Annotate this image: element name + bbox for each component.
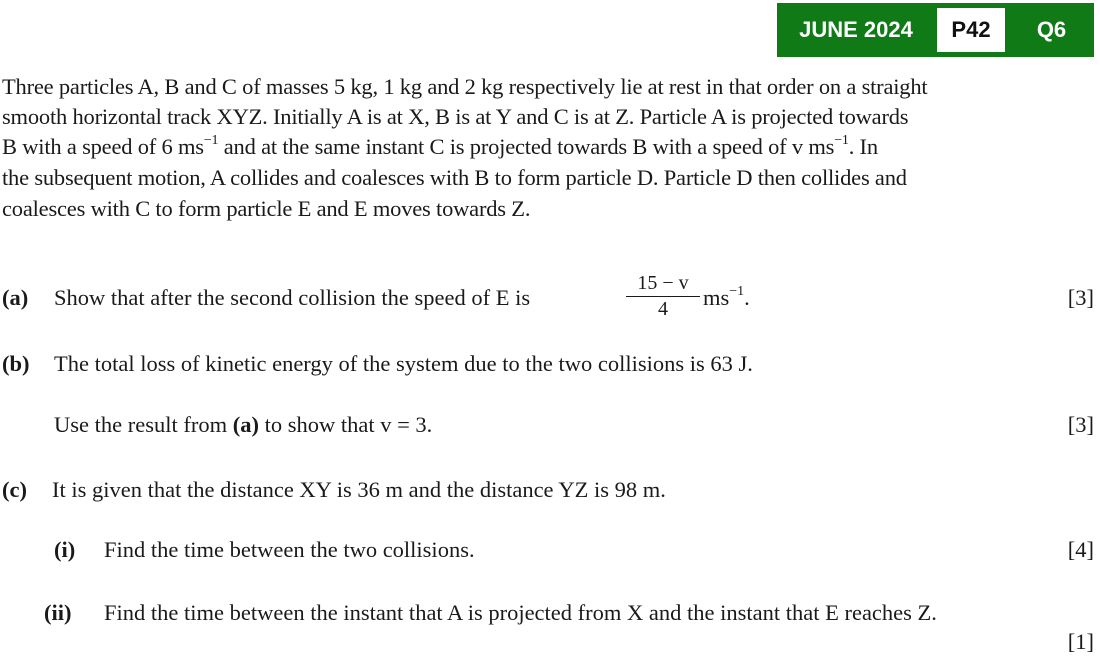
part-b-instruction [54,412,432,438]
part-a-text: Show that after the second collision the speed of E is [54,285,531,310]
stem-line-1: Three particles A, B and C of masses 5 kg, 1 kg and 2 kg respectively lie at rest in that order on a straight [2,74,928,99]
stem-line-3-middle: and at the same instant C is projected towards B with a speed of v ms [218,134,835,159]
part-c-text: It is given that the distance XY is 36 m and the distance YZ is 98 m. [52,477,666,502]
part-b-instruction-start: Use the result from [54,412,228,437]
question-badge [777,3,1094,57]
fraction-bar [626,296,700,297]
part-b-text: The total loss of kinetic energy of the system due to the two collisions is 63 J. [54,351,753,376]
part-c-ii-text: Find the time between the instant that A is projected from X and the instant that E reaches Z. [104,600,937,625]
unit-period: . [744,285,750,310]
paper-code-label: P42 [937,8,1005,52]
part-a-unit [703,285,750,311]
unit-exponent: −1 [729,283,745,299]
speed-fraction [626,271,700,320]
stem-line-3-start: B with a speed of 6 ms [2,134,204,159]
part-b-reference: (a) [232,412,259,437]
fraction-denominator: 4 [658,298,668,320]
part-b-marks: [3] [1067,412,1094,437]
part-c-i-marks: [4] [1067,537,1094,562]
stem-line-4: the subsequent motion, A collides and coalesces with B to form particle D. Particle D then collides and [2,165,907,190]
question-number-label: Q6 [1036,17,1067,42]
part-c-label: (c) [2,477,27,502]
part-c-ii-label: (ii) [44,600,72,625]
part-a-label: (a) [2,285,29,310]
part-c-i-label: (i) [54,537,76,562]
fraction-numerator: 15 − v [637,272,689,294]
stem-line-5: coalesces with C to form particle E and E moves towards Z. [2,196,531,221]
unit-exponent: −1 [203,132,219,148]
exam-session-label: JUNE 2024 [799,17,913,42]
stem-line-3 [2,134,878,160]
unit-exponent: −1 [834,132,849,148]
stem-line-2: smooth horizontal track XYZ. Initially A is at X, B is at Y and C is at Z. Particle A is projected towards [2,104,909,129]
stem-line-3-end: . In [848,134,878,159]
part-b-instruction-end: to show that v = 3. [264,412,433,437]
part-b-label: (b) [2,351,30,376]
part-c-ii-marks: [1] [1067,629,1094,654]
part-a-marks: [3] [1067,285,1094,310]
unit-text: ms [703,285,730,310]
part-c-i-text: Find the time between the two collisions. [104,537,475,562]
